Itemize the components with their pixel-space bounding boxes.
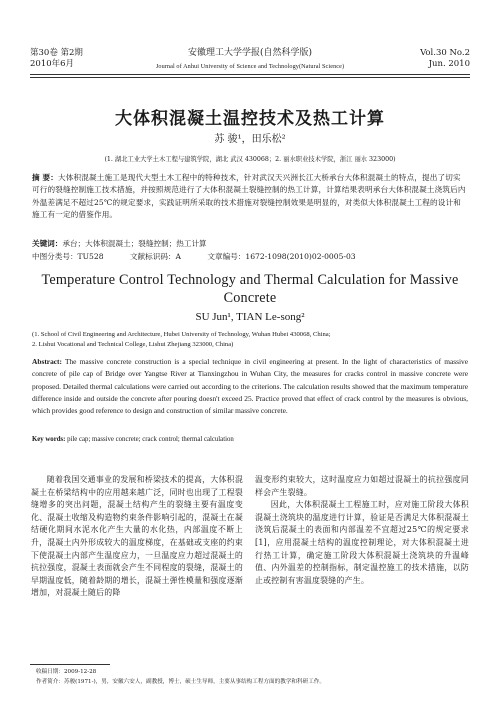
keywords-en-text: pile cap; massive concrete; crack control; thermal calculation [67, 436, 234, 443]
abstract-en [32, 356, 468, 417]
footnote-author: 作者简介：苏骏(1971-)，男，安徽六安人，副教授，博士，硕士生导师，主要从事结构工程方面的教学和科研工作。 [36, 679, 325, 685]
body-paragraph: 随着我国交通事业的发展和桥梁技术的提高，大体积混凝土在桥梁结构中的应用越来越广泛，同时也出现了工程裂缝增多的突出问题，混凝土结构产生的裂缝主要有温度变化、混凝土收缩及构造物约束条件影响引起的，混凝土在凝结硬化期间水泥水化产生大量的水化热，内部温度不断上升，混凝土内外形成较大的温度梯度，在基础或支座的约束下使混凝土内部产生温度应力，一旦温度应力超过混凝土的抗拉强度，混凝土表面就会产生不同程度的裂缝，混凝土的早期温度低，随着龄期的增长，混凝土弹性模量和强度逐渐增加，对混凝土随后的降 [31, 475, 243, 598]
keywords-cn-text: 承台；大体积混凝土；裂缝控制；热工计算 [62, 239, 207, 248]
abstract-en-label: Abstract: [32, 357, 62, 366]
title-cn: 大体积混凝土温控技术及热工计算 [115, 109, 385, 129]
authors-cn: 苏 骏¹，田乐松² [214, 134, 286, 145]
keywords-cn [32, 238, 468, 249]
footnote-received: 收稿日期：2009-12-28 [36, 669, 97, 675]
abstract-cn-label: 摘 要： [32, 173, 59, 182]
keywords-en-label: Key words: [32, 436, 66, 443]
volume-en: Vol.30 No.2 [420, 48, 470, 58]
header-rule-top [30, 74, 470, 75]
affiliation-cn: (1. 湖北工业大学土木工程与建筑学院，湖北 武汉 430068；2. 丽水职业技术学院，浙江 丽水 323000) [104, 156, 396, 163]
body-paragraph: 因此，大体积混凝土工程施工时，应对施工阶段大体积混凝土浇筑块的温度进行计算，验证是否满足大体积混凝土浇筑后混凝土的表面和内部温差不宜超过25℃的规定要求[1]，应用混凝土结构的温度控制理论，对大体积混凝土进行热工计算，确定施工阶段大体积混凝土浇筑块的升温峰值、内外温差的控制指标，制定温控施工的技术措施，以防止或控制有害温度裂缝的产生。 [255, 500, 469, 585]
body-column-right [255, 474, 469, 587]
body-paragraph: 温变形约束较大，这时温度应力如超过混凝土的抗拉强度同样会产生裂缝。 [255, 475, 469, 497]
date-en: Jun. 2010 [428, 59, 470, 69]
title-en: Temperature Control Technology and Thermal Calculation for Massive Concrete [41, 272, 459, 306]
affiliation-en [32, 330, 468, 350]
affiliation-en-2: 2. Lishui Vocational and Technical College, Lishui Zhejiang 323000, China) [32, 341, 234, 348]
volume-cn: 第30卷 第2期 [30, 48, 83, 58]
article-number: 文章编号：1672-1098(2010)02-0005-03 [207, 252, 356, 261]
issue-info-cn [30, 48, 83, 70]
body-column-left [31, 474, 243, 600]
journal-name-en: Journal of Anhui University of Science and Technology(Natural Science) [155, 63, 345, 70]
classification-cn [32, 251, 468, 262]
authors-en: SU Jun¹, TIAN Le-song² [195, 311, 305, 323]
affiliation-en-1: (1. School of Civil Engineering and Architecture, Hubei University of Technology, Wuhan Hubei 430068, China; [32, 331, 331, 338]
issue-info-en [420, 48, 470, 70]
keywords-en [32, 436, 468, 443]
journal-name [150, 48, 350, 72]
clc-number: 中图分类号：TU528 [32, 252, 104, 261]
journal-name-cn: 安徽理工大学学报(自然科学版) [187, 48, 313, 58]
date-cn: 2010年6月 [30, 59, 75, 69]
keywords-cn-label: 关键词： [32, 239, 63, 248]
header-rule-bottom [30, 77, 470, 78]
footnote-rule [30, 664, 110, 665]
document-code: 文献标识码：A [129, 252, 181, 261]
abstract-en-text: The massive concrete construction is a special technique in civil engineering at present. In the light of characteristics of massive concrete of pile cap of Bridge over Yangtse River at Tianxingzhou in Wuhan City, the measures for cracks control in massive concrete were proposed. Detailed thermal calculations were carried out according to the criterions. The calculation results showed that the maximum temperature difference inside and outside the concrete after pouring doesn't exceed 25. Practice proved that effect of crack control by the measures is obvious, which provides good reference to design and construction of similar massive concrete. [32, 357, 469, 416]
abstract-cn [32, 172, 468, 221]
abstract-cn-text: 大体积混凝土施工是现代大型土木工程中的特种技术，针对武汉天兴洲长江大桥承台大体积混凝土的特点，提出了切实可行的裂缝控制施工技术措施，并按照规范进行了大体积混凝土裂缝控制的热工计算，计算结果表明承台大体积混凝土浇筑后内外温差满足不超过25℃的规定要求，实践证明所采取的技术措施对裂缝控制效果是明显的，对类似大体积混凝土工程的设计和施工有一定的借鉴作用。 [32, 173, 466, 219]
